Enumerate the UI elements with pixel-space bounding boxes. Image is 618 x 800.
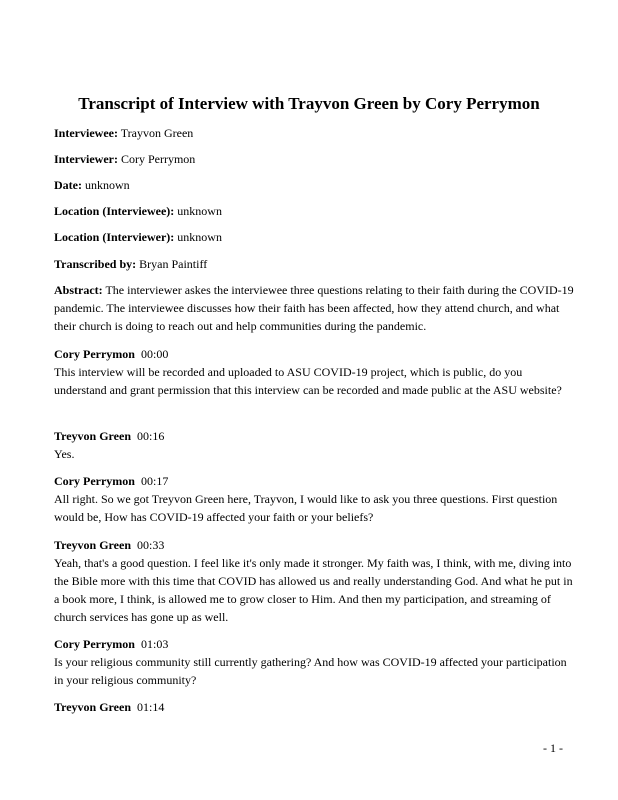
turn-text: Yes. <box>54 447 75 461</box>
transcript-turn <box>54 698 574 716</box>
transcript-turn <box>54 472 574 526</box>
turn-text: Yeah, that's a good question. I feel like it's only made it stronger. My faith was, I think, with me, diving into the Bible more with this time that COVID has allowed us and really understanding God. And what he put in a book more, I think, is allowed me to grow closer to Him. And then my participation, and streaming of church services has gone up as well. <box>54 556 573 624</box>
meta-interviewer <box>54 152 574 167</box>
transcript-turn <box>54 427 574 463</box>
meta-label: Transcribed by: <box>54 257 137 271</box>
speaker-name: Treyvon Green <box>54 538 131 552</box>
meta-value: unknown <box>177 230 222 244</box>
timestamp: 01:14 <box>137 700 165 714</box>
meta-value: Bryan Paintiff <box>139 257 208 271</box>
timestamp: 01:03 <box>140 637 169 651</box>
meta-date <box>54 178 574 193</box>
turn-text: Is your religious community still currently gathering? And how was COVID-19 affected your participation in your religious community? <box>54 655 567 687</box>
document-title: Transcript of Interview with Trayvon Green by Cory Perrymon <box>78 94 540 113</box>
meta-label: Interviewer: <box>54 152 118 166</box>
meta-location-interviewee <box>54 204 574 219</box>
speaker-name: Cory Perrymon <box>54 474 135 488</box>
transcript-turn <box>54 345 574 399</box>
meta-location-interviewer <box>54 230 574 245</box>
meta-label: Location (Interviewer): <box>54 230 175 244</box>
speaker-name: Cory Perrymon <box>54 347 135 361</box>
transcript-turn <box>54 635 574 689</box>
speaker-name: Cory Perrymon <box>54 637 135 651</box>
page-number: - 1 - <box>543 741 563 755</box>
abstract-text: The interviewer askes the interviewee three questions relating to their faith during the COVID-19 pandemic. The interviewee discusses how their faith has been affected, how they attend church, and what their church is doing to reach out and help communities during the pandemic. <box>54 283 574 333</box>
abstract <box>54 281 574 335</box>
timestamp: 00:33 <box>137 538 165 552</box>
meta-value: Trayvon Green <box>120 126 194 140</box>
timestamp: 00:17 <box>140 474 169 488</box>
meta-label: Date: <box>54 178 82 192</box>
meta-label: Location (Interviewee): <box>54 204 175 218</box>
meta-transcribed-by <box>54 257 574 272</box>
timestamp: 00:00 <box>140 347 169 361</box>
speaker-name: Treyvon Green <box>54 429 131 443</box>
meta-value: unknown <box>177 204 222 218</box>
meta-interviewee <box>54 126 574 141</box>
turn-text: This interview will be recorded and uploaded to ASU COVID-19 project, which is public, do you understand and grant permission that this interview can be recorded and made public at the ASU website? <box>54 365 562 397</box>
timestamp: 00:16 <box>137 429 165 443</box>
speaker-name: Treyvon Green <box>54 700 131 714</box>
meta-value: Cory Perrymon <box>120 152 196 166</box>
meta-label: Interviewee: <box>54 126 118 140</box>
turn-text: All right. So we got Treyvon Green here, Trayvon, I would like to ask you three questions. First question would be, How has COVID-19 affected your faith or your beliefs? <box>54 492 558 524</box>
abstract-label: Abstract: <box>54 283 103 297</box>
meta-value: unknown <box>84 178 130 192</box>
transcript-turn <box>54 536 574 626</box>
